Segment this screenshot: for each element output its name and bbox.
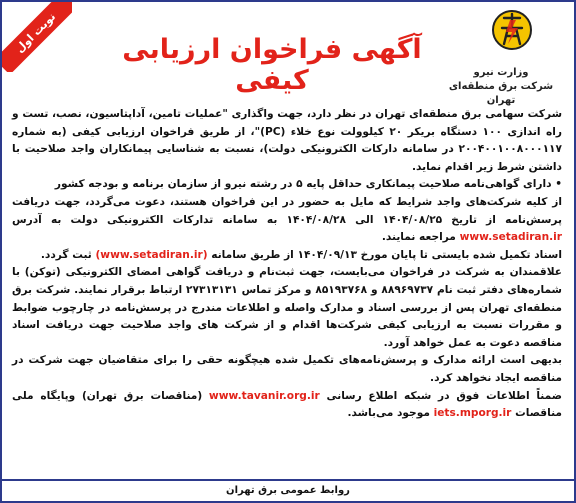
setadiran-link[interactable]: www.setadiran.ir [459, 231, 562, 244]
deadline-end: ثبت گردد. [40, 248, 92, 261]
invitation-end: مراجعه نمایند. [381, 231, 456, 244]
paragraph-deadline [12, 247, 562, 265]
company-name: شرکت برق منطقه‌ای تهران [448, 81, 554, 106]
paragraph-registration: علاقمندان به شرکت در فراخوان می‌بایست، جهت ثبت‌نام و دریافت گواهی امضای الکترونیکی (توکن) با شماره‌های دفتر ثبت نام ۸۸۹۶۹۷۳۷ و ۸۵۱۹۳۷۶۸ و مرکز تماس ۲۷۳۱۳۱۳۱ ارتباط برقرار نمایند. شرکت برق منطقه‌ای تهران پس از بررسی اسناد و مدارک واصله و اطلاعات مندرج در پرسش‌نامه در چارچوب ضوابط و مقررات نسبت به ارزیابی کیفی شرکت‌ها اقدام و از شرکت های واجد صلاحیت جهت دریافت اسناد مناقصه دعوت به عمل خواهد آورد. [12, 266, 562, 349]
notice-body [12, 106, 562, 423]
invitation-text: از کلیه شرکت‌های واجد شرایط که مایل به حضور در این فراخوان هستند، دعوت می‌گردد، جهت دریافت پرسش‌نامه از تاریخ ۱۴۰۴/۰۸/۲۵ الی ۱۴۰۴/۰۸/۲۸ به سامانه تدارکات الکترونیکی دولت به آدرس [12, 195, 562, 226]
iets-link[interactable]: iets.mporg.ir [433, 407, 512, 420]
deadline-text: اسناد تکمیل شده بایستی تا پایان مورخ ۱۴۰۴/۰۹/۱۳ از طریق سامانه [211, 248, 562, 261]
info-middle: (مناقصات برق تهران) وپایگاه ملی مناقصات [12, 389, 562, 420]
first-round-ribbon: نوبت اول [2, 2, 72, 72]
paragraph-invitation [12, 194, 562, 247]
ministry-name: وزارت نیرو [473, 67, 529, 78]
paragraph-info [12, 388, 562, 423]
paragraph-disclaimer: بدیهی است ارائه مدارک و پرسش‌نامه‌های تکمیل شده هیچگونه حقی را برای متقاضیان جهت شرکت در مناقصه ایجاد نخواهد کرد. [12, 354, 562, 384]
info-end: موجود می‌باشد. [347, 407, 430, 420]
ministry-block [446, 66, 556, 108]
setadiran-link-2[interactable]: (www.setadiran.ir) [95, 248, 208, 261]
tavanir-link[interactable]: www.tavanir.org.ir [208, 389, 320, 402]
paragraph-intro: شرکت سهامی برق منطقه‌ای تهران در نظر دارد، جهت واگذاری "عملیات تامین، آداپتاسیون، نصب، تست و راه اندازی ۱۰۰ دستگاه بریکر ۲۰ کیلوولت نوع خلاء (PC)"، از طریق فراخوان ارزیابی کیفی (به شماره ۲۰۰۴۰۰۱۰۰۸۰۰۰۱۱۷ در سامانه دارکات الکترونیکی دولت)، نسبت به شناسایی پیمانکاران واجد صلاحیت با داشتن شرط زیر اقدام نماید. [12, 108, 563, 173]
footer-public-relations: روابط عمومی برق تهران [2, 479, 574, 501]
info-text: ضمناً اطلاعات فوق در شبکه اطلاع رسانی [326, 389, 562, 402]
notice-title: آگهی فراخوان ارزیابی کیفی [122, 34, 422, 96]
tavanir-logo-icon [490, 8, 534, 64]
ribbon-container [2, 2, 72, 72]
paragraph-condition: • دارای گواهی‌نامه صلاحیت پیمانکاری حداقل پایه ۵ در رشته نیرو از سازمان برنامه و بودجه کشور [54, 178, 562, 191]
notice-header [2, 2, 574, 106]
